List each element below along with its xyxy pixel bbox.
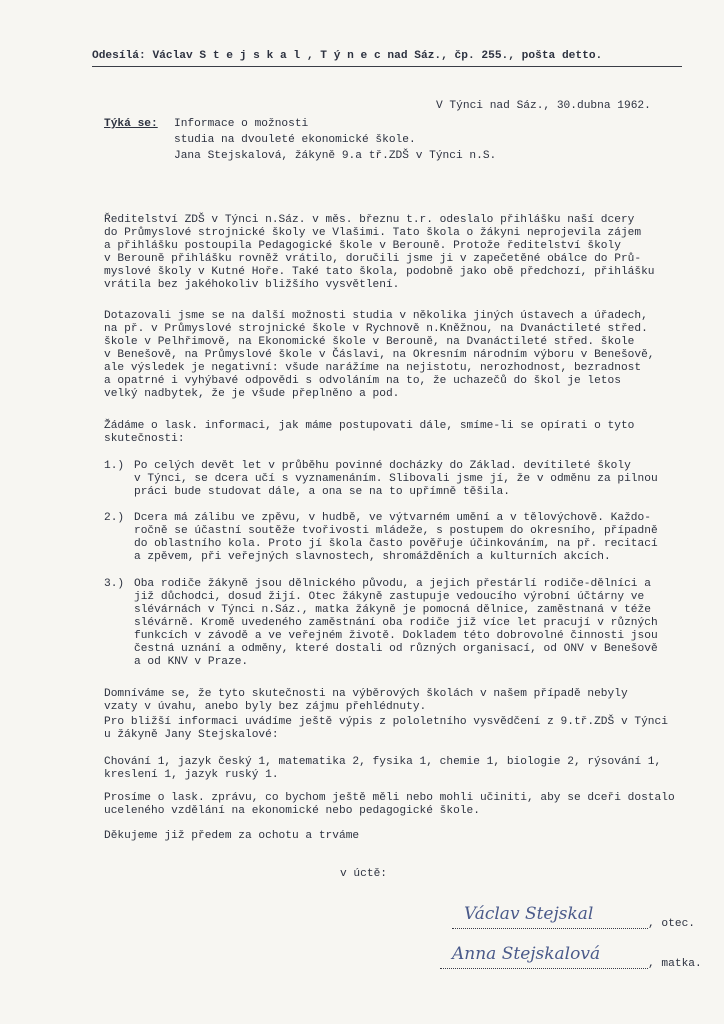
signature-father: Václav Stejskal xyxy=(464,904,594,924)
sender-text: Václav S t e j s k a l , T ý n e c nad Sáz., čp. 255., pošta detto. xyxy=(152,50,603,62)
item-number: 1.) xyxy=(104,460,125,472)
paragraph-2 xyxy=(104,310,655,401)
text-line: práci bude studovat dále, a ona se na to upřímně těšila. xyxy=(134,486,510,498)
text-line: a od KNV v Praze. xyxy=(134,656,249,668)
item-number: 2.) xyxy=(104,512,125,524)
text-line: Ředitelství ZDŠ v Týnci n.Sáz. v měs. březnu t.r. odeslalo přihlášku naší dcery xyxy=(104,214,635,226)
text-line: v Týnci, se dcera učí s vyznamenáním. Slibovali jsme jí, že v odměnu za pilnou xyxy=(134,473,658,485)
text-line: a přihlášku postoupila Pedagogické škole v Berouně. Protože ředitelství školy xyxy=(104,240,621,252)
thanks-line: Děkujeme již předem za ochotu a trváme xyxy=(104,830,360,842)
text-line: vzaty v úvahu, anebo byly bez zájmu přehlédnuty. xyxy=(104,701,427,713)
subject-line: Informace o možnosti xyxy=(174,118,309,130)
signature-role-mother: , matka. xyxy=(648,958,702,970)
item-body xyxy=(134,512,658,564)
text-line: slévárně. Kromě uvedeného zaměstnání oba rodiče již více let pracují v různých xyxy=(134,617,658,629)
text-line: na př. v Průmyslové strojnické škole v Rychnově n.Kněžnou, na Dvanáctileté střed. xyxy=(104,323,648,335)
date-line: V Týnci nad Sáz., 30.dubna 1962. xyxy=(436,100,651,112)
text-line: Dotazovali jsme se na další možnosti studia v několika jiných ústavech a úřadech, xyxy=(104,310,648,322)
text-line: a opatrné i vyhýbavé odpovědi s odvoláním na to, že uchazečů do škol je letos xyxy=(104,375,621,387)
text-line: Po celých devět let v průběhu povinné docházky do Základ. devítileté školy xyxy=(134,460,631,472)
text-line: Žádáme o lask. informaci, jak máme postupovati dále, smíme-li se opírati o tyto xyxy=(104,420,635,432)
text-line: vrátila bez jakéhokoliv bližšího vysvětlení. xyxy=(104,279,400,291)
paragraph-5 xyxy=(104,716,668,742)
text-line: uceleného vzdělání na ekonomické nebo pedagogické škole. xyxy=(104,805,480,817)
signature-role-father: , otec. xyxy=(648,918,695,930)
grades-list xyxy=(104,756,661,782)
sender-label: Odesílá: xyxy=(92,50,146,62)
text-line: skutečnosti: xyxy=(104,433,185,445)
signature-line-father xyxy=(452,928,648,929)
item-body xyxy=(134,460,658,499)
subject-block xyxy=(104,118,158,131)
paragraph-3 xyxy=(104,420,634,446)
text-line: kreslení 1, jazyk ruský 1. xyxy=(104,769,279,781)
subject-label: Týká se: xyxy=(104,118,158,130)
signature-mother: Anna Stejskalová xyxy=(452,944,601,964)
item-body xyxy=(134,578,658,669)
text-line: a zpěvem, při veřejných slavnostech, shromážděních a kulturních akcích. xyxy=(134,551,611,563)
text-line: již důchodci, dosud žijí. Otec žákyně zastupuje vedoucího výrobní účtárny ve xyxy=(134,591,645,603)
text-line: myslové školy v Kutné Hoře. Také tato škola, podobně jako obě předchozí, přihlášku xyxy=(104,266,655,278)
paragraph-1 xyxy=(104,214,655,292)
text-line: v Berouně přihlášku rovněž vrátilo, doručili jsme ji v zapečetěné obálce do Prů- xyxy=(104,253,642,265)
paragraph-6 xyxy=(104,792,675,818)
paragraph-4 xyxy=(104,688,628,714)
sender-header xyxy=(92,50,602,63)
text-line: v Benešově, na Průmyslové škole v Čáslavi, na Okresním národním výboru v Benešově, xyxy=(104,349,655,361)
text-line: ročně se účastní soutěže tvořivosti mládeže, s postupem do okresního, případně xyxy=(134,525,658,537)
text-line: Oba rodiče žákyně jsou dělnického původu, a jejich přestárlí rodiče-dělníci a xyxy=(134,578,651,590)
closing-line: v úctě: xyxy=(340,868,387,880)
item-number: 3.) xyxy=(104,578,125,590)
text-line: u žákyně Jany Stejskalové: xyxy=(104,729,279,741)
text-line: čestná uznání a odměny, které dostali od různých organisací, od ONV v Benešově xyxy=(134,643,658,655)
text-line: Chování 1, jazyk český 1, matematika 2, fysika 1, chemie 1, biologie 2, rýsování 1, xyxy=(104,756,662,768)
text-line: do Průmyslové strojnické školy ve Vlašimi. Tato škola o žákyni neprojevila zájem xyxy=(104,227,642,239)
subject-lines xyxy=(174,118,496,163)
text-line: velký nadbytek, že je všude přeplněno a pod. xyxy=(104,388,400,400)
text-line: do oblastního kola. Proto jí škola často pověřuje účinkováním, na př. recitací xyxy=(134,538,658,550)
text-line: Dcera má zálibu ve zpěvu, v hudbě, ve výtvarném umění a v tělovýchově. Každo- xyxy=(134,512,651,524)
text-line: Pro bližší informaci uvádíme ještě výpis z pololetního vysvědčení z 9.tř.ZDŠ v Týnci xyxy=(104,716,668,728)
text-line: slévárnách v Týnci n.Sáz., matka žákyně je pomocná dělnice, zaměstnaná v téže xyxy=(134,604,651,616)
text-line: škole v Pelhřimově, na Ekonomické škole v Berouně, na Dvanáctileté střed. škole xyxy=(104,336,635,348)
text-line: ale výsledek je negativní: všude narážíme na nejistotu, nerozhodnost, bezradnost xyxy=(104,362,642,374)
signature-line-mother xyxy=(440,968,648,969)
text-line: Prosíme o lask. zprávu, co bychom ještě měli nebo mohli učiniti, aby se dceři dostalo xyxy=(104,792,675,804)
text-line: Domníváme se, že tyto skutečnosti na výběrových školách v našem případě nebyly xyxy=(104,688,628,700)
header-divider xyxy=(92,66,682,67)
subject-line: Jana Stejskalová, žákyně 9.a tř.ZDŠ v Týnci n.S. xyxy=(174,150,497,162)
text-line: funkcích v závodě a ve veřejném životě. Dokladem této dobrovolné činnosti jsou xyxy=(134,630,658,642)
subject-line: studia na dvouleté ekonomické škole. xyxy=(174,134,416,146)
